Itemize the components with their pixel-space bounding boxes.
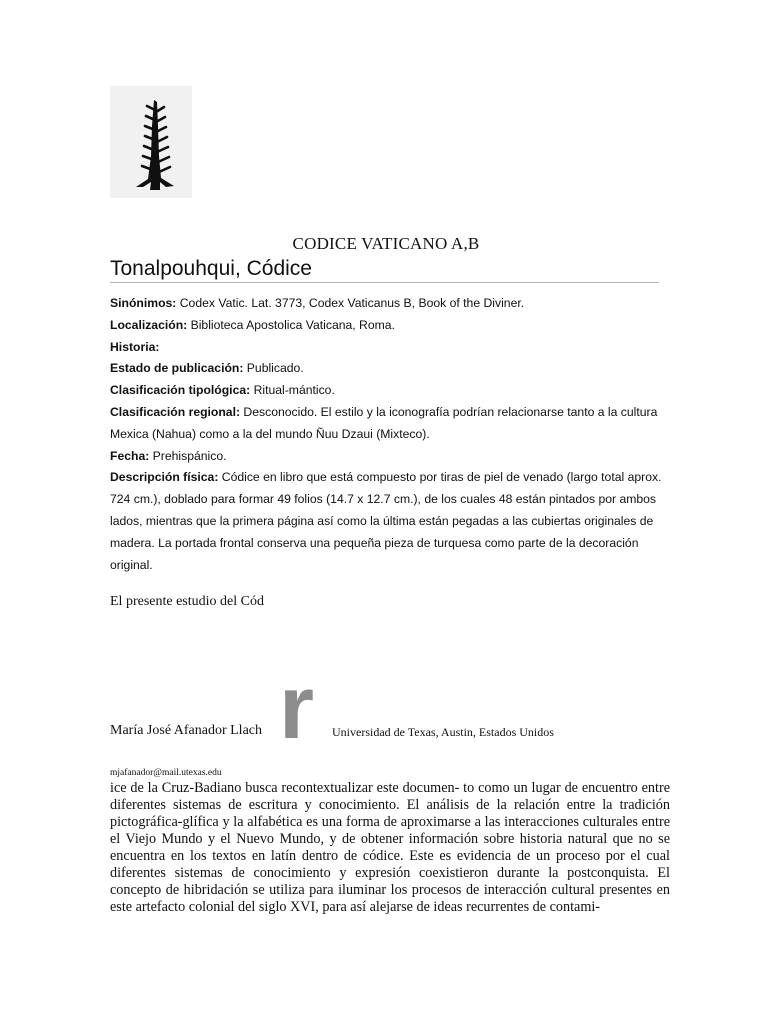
field-label: Clasificación tipológica:: [110, 383, 251, 398]
field-historia: [110, 337, 662, 359]
field-value: Ritual-mántico.: [250, 383, 335, 398]
field-label: Clasificación regional:: [110, 404, 241, 419]
field-label: Estado de publicación:: [110, 361, 244, 376]
field-value: Desconocido. El estilo y la iconografía podrían relacionarse tanto a la cultura Mexica (Nahua) como a la del mundo Ñuu Dzaui (Mixteco).: [110, 404, 658, 441]
field-label: Sinónimos:: [110, 296, 177, 310]
document-title: CODICE VATICANO A,B: [292, 234, 480, 253]
author-name: María José Afanador Llach: [110, 723, 262, 738]
field-estado-publicacion: [110, 358, 662, 380]
field-label: Historia:: [110, 339, 160, 354]
journal-logo-letter: [279, 658, 331, 758]
field-value: Biblioteca Apostolica Vaticana, Roma.: [187, 317, 395, 332]
field-label: Descripción física:: [110, 470, 219, 485]
field-clasificacion-tipologica: [110, 380, 662, 402]
field-value: Publicado.: [243, 361, 304, 376]
field-descripcion-fisica: [110, 467, 662, 576]
title-divider: [110, 282, 659, 283]
field-localizacion: [110, 315, 662, 337]
plant-glyph-image: [110, 86, 192, 198]
metadata-fields: [110, 293, 662, 576]
field-label: Fecha:: [110, 448, 150, 463]
document-subtitle: Tonalpouhqui, Códice: [110, 257, 312, 280]
field-sinonimos: [110, 293, 662, 315]
field-fecha: [110, 446, 662, 468]
field-value: Codex Vatic. Lat. 3773, Codex Vaticanus B, Book of the Diviner.: [176, 296, 525, 310]
author-affiliation: Universidad de Texas, Austin, Estados Unidos: [332, 725, 554, 739]
logo-letter: r: [279, 658, 315, 758]
field-clasificacion-regional: [110, 402, 662, 446]
abstract-body: ice de la Cruz-Badiano busca recontextualizar este documen- to como un lugar de encuentro entre diferentes sistemas de escritura y conocimiento. El análisis de la relación entre la tradición pictográfica-glífica y la alfabética es una forma de aproximarse a las interacciones culturales entre el Viejo Mundo y el Nuevo Mundo, y de obtener información sobre historia natural que no se encuentra en los textos en latín dentro de códice. Este es evidencia de un proceso por el cual diferentes sistemas de conocimiento y expresión coexistieron durante la postconquista. El concepto de hibridación se utiliza para iluminar los procesos de interacción cultural presentes en este artefacto colonial del siglo XVI, para así alejarse de ideas recurrentes de contami-: [110, 780, 670, 915]
field-value: Prehispánico.: [149, 448, 227, 463]
field-value: Códice en libro que está compuesto por tiras de piel de venado (largo total aprox. 724 cm.), doblado para formar 49 folios (14.7 x 12.7 cm.), de los cuales 48 están pintados por ambos lados, mientras que la primera página así como la última están pegadas a las cubiertas originales de madera. La portada frontal conserva una pequeña pieza de turquesa como parte de la decoración original.: [110, 470, 662, 572]
field-label: Localización:: [110, 317, 188, 332]
intro-text: El presente estudio del Cód: [110, 594, 264, 609]
author-email[interactable]: mjafanador@mail.utexas.edu: [110, 768, 222, 778]
